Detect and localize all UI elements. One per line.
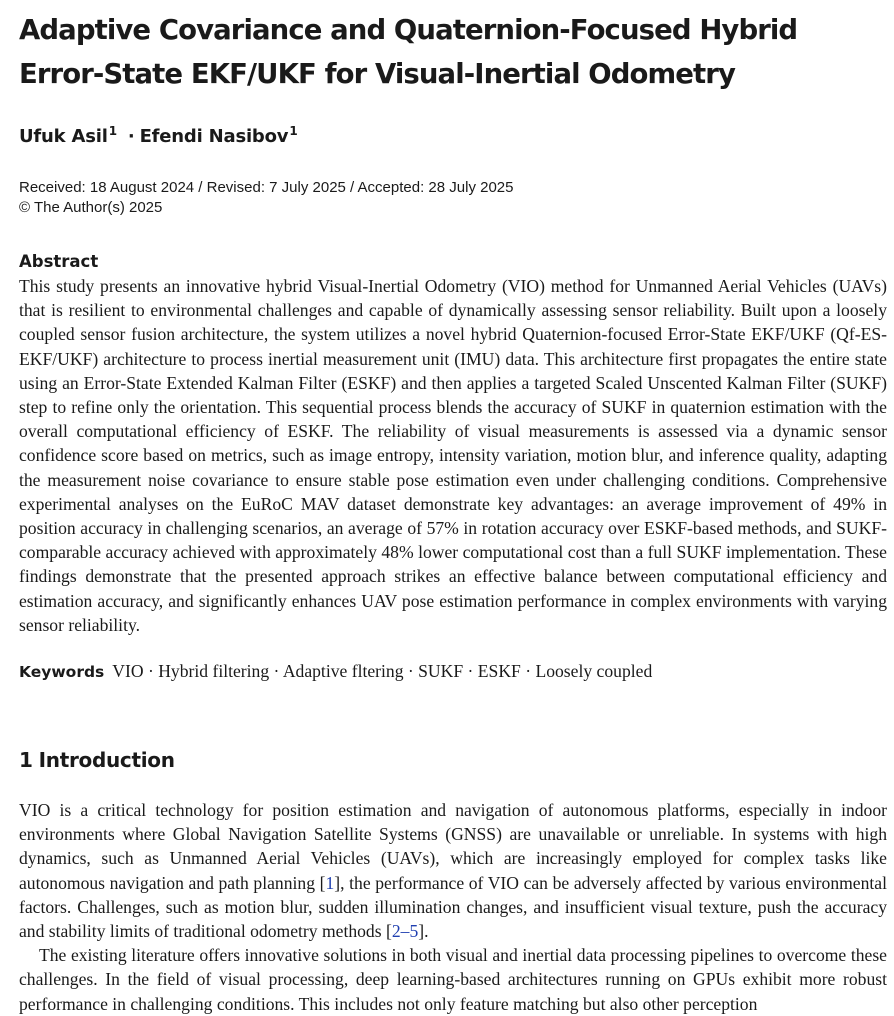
section-number: 1: [19, 748, 33, 773]
publication-dates: [19, 178, 887, 218]
citation-link[interactable]: 2–5: [391, 921, 419, 942]
section-title: Introduction: [38, 748, 175, 773]
keywords-line: [19, 659, 887, 684]
author-name: Efendi Nasibov: [139, 126, 289, 147]
paragraph-text: VIO is a critical technology for position estimation and navigation of autonomous platforms, especially in indoor environments where Global Navigation Satellite Systems (GNSS) are unavailable or unreliable. In systems with high dynamics, such as Unmanned Aerial Vehicles (UAVs), which are increasingly employed for complex tasks like autonomous navigation and path planning [: [19, 800, 887, 893]
intro-paragraph-1: [19, 798, 887, 943]
intro-paragraph-2: The existing literature offers innovative solutions in both visual and inertial data processing pipelines to overcome these challenges. In the field of visual processing, deep learning-based architectures running on GPUs exhibit more robust performance in challenging conditions. This includes not only feature matching but also other perception: [19, 945, 887, 1014]
paragraph-text: ], the performance of VIO can be adversely affected by various environmental factors. Challenges, such as motion blur, sudden illumination changes, and insufficient visual texture, push the accuracy and stability limits of traditional odometry methods [: [19, 872, 887, 942]
citation-link[interactable]: 1: [325, 872, 335, 893]
copyright-line: © The Author(s) 2025: [19, 199, 163, 216]
keywords-list: VIO · Hybrid filtering · Adaptive fltering · SUKF · ESKF · Loosely coupled: [112, 661, 653, 682]
abstract-heading: Abstract: [19, 252, 99, 271]
author-separator: ·: [127, 126, 135, 147]
keywords-label: Keywords: [19, 663, 105, 682]
author-name: Ufuk Asil: [19, 126, 108, 147]
section-heading-introduction: [19, 747, 887, 773]
author-affiliation: 1: [289, 124, 298, 138]
received-revised-accepted: Received: 18 August 2024 / Revised: 7 July 2025 / Accepted: 28 July 2025: [19, 179, 514, 196]
author-affiliation: 1: [108, 124, 117, 138]
paper-title: Adaptive Covariance and Quaternion-Focused Hybrid Error-State EKF/UKF for Visual-Inertial Odometry: [19, 14, 798, 90]
paragraph-text: ].: [418, 921, 429, 942]
abstract-text: This study presents an innovative hybrid Visual-Inertial Odometry (VIO) method for Unmanned Aerial Vehicles (UAVs) that is resilient to environmental challenges and capable of dynamically assessing sensor reliability. Built upon a loosely coupled sensor fusion architecture, the system utilizes a novel hybrid Quaternion-focused Error-State EKF/UKF (Qf-ES-EKF/UKF) architecture to process inertial measurement unit (IMU) data. This architecture first propagates the entire state using an Error-State Extended Kalman Filter (ESKF) and then applies a targeted Scaled Unscented Kalman Filter (SUKF) step to refine only the orientation. This sequential process blends the accuracy of SUKF in quaternion estimation with the overall computational efficiency of ESKF. The reliability of visual measurements is assessed via a dynamic sensor confidence score based on metrics, such as image entropy, intensity variation, motion blur, and inference quality, adapting the measurement noise covariance to ensure stable pose estimation even under challenging conditions. Comprehensive experimental analyses on the EuRoC MAV dataset demonstrate key advantages: an average improvement of 49% in position accuracy in challenging scenarios, an average of 57% in rotation accuracy over ESKF-based methods, and SUKF-comparable accuracy achieved with approximately 48% lower computational cost than a full SUKF implementation. These findings demonstrate that the presented approach strikes an effective balance between computational efficiency and estimation accuracy, and significantly enhances UAV pose estimation performance in complex environments with varying sensor reliability.: [19, 276, 887, 635]
paper-page: [19, 0, 887, 1016]
author-list: [19, 119, 887, 149]
